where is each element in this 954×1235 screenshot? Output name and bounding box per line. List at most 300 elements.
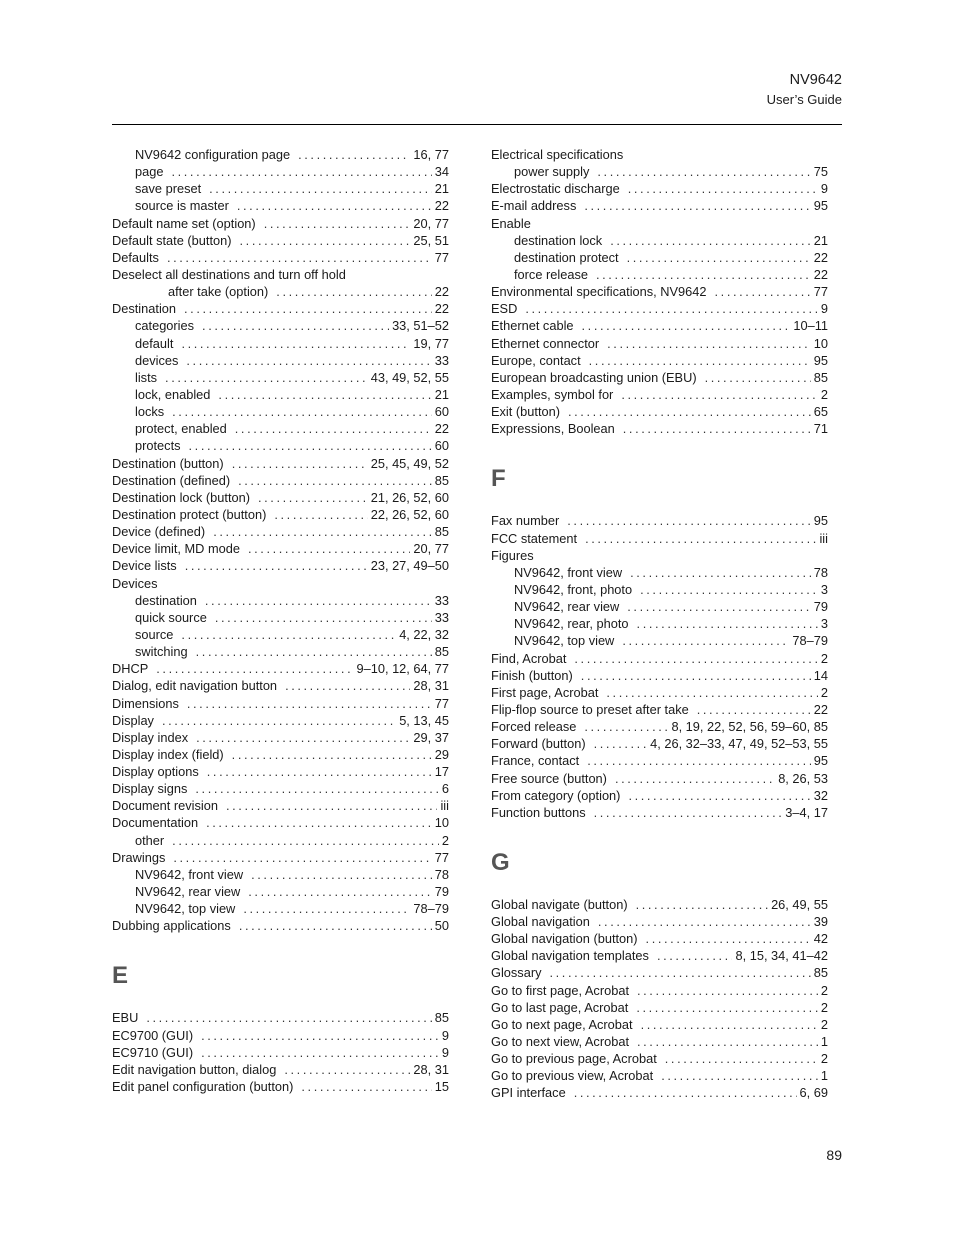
dot-leader	[196, 643, 432, 660]
dot-leader	[207, 763, 432, 780]
index-term: Display index (field)	[112, 746, 224, 762]
dot-leader	[189, 437, 432, 454]
index-entry	[112, 763, 449, 780]
index-subentry	[112, 180, 449, 197]
dot-leader	[239, 917, 432, 934]
index-entry	[112, 575, 449, 592]
dot-leader	[196, 729, 410, 746]
index-term: EC9710 (GUI)	[112, 1044, 194, 1060]
page-references[interactable]: 22	[813, 249, 828, 265]
index-entry	[491, 547, 828, 564]
dot-leader	[665, 1050, 818, 1067]
dot-leader	[630, 564, 811, 581]
dot-leader	[628, 180, 818, 197]
index-entry	[112, 215, 449, 232]
page-references[interactable]: 21, 26, 52, 60	[370, 489, 449, 505]
index-term: Global navigate (button)	[491, 896, 628, 912]
dot-leader	[205, 592, 432, 609]
index-subentry	[112, 437, 449, 454]
dot-leader	[201, 1027, 439, 1044]
page-references[interactable]: 77	[434, 695, 449, 711]
dot-leader	[637, 615, 818, 632]
dot-leader	[301, 1078, 431, 1095]
page-references[interactable]: 85	[434, 472, 449, 488]
page-references[interactable]: 50	[434, 918, 449, 934]
index-term: Electrostatic discharge	[491, 181, 620, 197]
page-references[interactable]: 21	[813, 232, 828, 248]
index-letter-heading: F	[491, 465, 506, 493]
dot-leader	[621, 386, 818, 403]
page-references[interactable]: 15	[434, 1079, 449, 1095]
index-entry	[112, 455, 449, 472]
section-spacer	[491, 437, 828, 454]
section-spacer	[112, 934, 449, 951]
page-references[interactable]: 2	[820, 386, 828, 402]
section-spacer	[491, 879, 828, 896]
index-subentry	[112, 369, 449, 386]
index-term: Electrical specifications	[491, 147, 624, 162]
index-subentry	[112, 420, 449, 437]
dot-leader	[195, 780, 438, 797]
index-term: Destination	[112, 301, 177, 317]
index-entry	[491, 999, 828, 1016]
index-entry	[491, 403, 828, 420]
dot-leader	[185, 557, 368, 574]
dot-leader	[636, 999, 818, 1016]
index-entry	[491, 947, 828, 964]
dot-leader	[238, 472, 432, 489]
index-subentry	[491, 163, 828, 180]
index-entry	[112, 557, 449, 574]
page-references[interactable]: iii	[819, 530, 828, 546]
index-term: Display signs	[112, 781, 188, 797]
page-references[interactable]: 43, 49, 52, 55	[370, 369, 449, 385]
index-term: protect, enabled	[135, 421, 227, 437]
index-term: Europe, contact	[491, 352, 581, 368]
running-header-title: NV9642	[789, 72, 842, 88]
dot-leader	[574, 650, 817, 667]
index-entry	[491, 930, 828, 947]
index-term: Device limit, MD mode	[112, 541, 240, 557]
index-subentry	[112, 900, 449, 917]
dot-leader	[248, 883, 431, 900]
header-rule	[112, 124, 842, 125]
section-spacer	[491, 495, 828, 512]
dot-leader	[715, 283, 811, 300]
dot-leader	[623, 420, 811, 437]
index-term: Examples, symbol for	[491, 386, 614, 402]
index-term: Dialog, edit navigation button	[112, 678, 278, 694]
index-entry	[491, 667, 828, 684]
dot-leader	[550, 964, 811, 981]
index-subentry	[112, 352, 449, 369]
index-entry	[112, 814, 449, 831]
index-term: source	[135, 626, 174, 642]
index-term: save preset	[135, 181, 202, 197]
page-references[interactable]: 65	[813, 404, 828, 420]
page-references[interactable]: 33	[434, 352, 449, 368]
index-subentry	[112, 866, 449, 883]
page-references[interactable]: 95	[813, 753, 828, 769]
index-subentry	[112, 146, 449, 163]
page-references[interactable]: 29, 37	[413, 729, 449, 745]
index-entry	[112, 300, 449, 317]
index-entry	[491, 913, 828, 930]
index-entry	[491, 787, 828, 804]
index-term: destination protect	[514, 249, 619, 265]
page-references[interactable]: 22	[434, 198, 449, 214]
index-entry	[491, 735, 828, 752]
page-references[interactable]: 34	[434, 164, 449, 180]
index-term: Go to next page, Acrobat	[491, 1016, 633, 1032]
index-term: NV9642, front view	[514, 564, 623, 580]
page-references[interactable]: 78	[434, 866, 449, 882]
index-term: categories	[135, 318, 195, 334]
index-entry	[491, 197, 828, 214]
page-references[interactable]: 33	[434, 592, 449, 608]
page-references[interactable]: 6, 69	[799, 1085, 828, 1101]
index-term: Go to previous view, Acrobat	[491, 1068, 654, 1084]
index-term: NV9642, rear view	[514, 599, 620, 615]
index-term: France, contact	[491, 753, 580, 769]
page-references[interactable]: 22	[813, 266, 828, 282]
index-entry	[491, 335, 828, 352]
page-references[interactable]: 25, 45, 49, 52	[370, 455, 449, 471]
index-term: Edit navigation button, dialog	[112, 1061, 277, 1077]
page-references[interactable]: 10	[813, 335, 828, 351]
dot-leader	[162, 712, 396, 729]
dot-leader	[202, 317, 389, 334]
page-references[interactable]: 85	[434, 1010, 449, 1026]
section-spacer	[491, 821, 828, 838]
dot-leader	[582, 317, 791, 334]
index-entry	[491, 512, 828, 529]
page-references[interactable]: 9	[441, 1027, 449, 1043]
dot-leader	[274, 506, 367, 523]
page-references[interactable]: 26, 49, 55	[771, 896, 828, 912]
index-entry	[112, 266, 449, 283]
dot-leader	[594, 735, 648, 752]
index-entry	[112, 917, 449, 934]
dot-leader	[285, 677, 410, 694]
page-references[interactable]: 28, 31	[413, 678, 449, 694]
page-references[interactable]: 85	[434, 644, 449, 660]
index-term: force release	[514, 266, 588, 282]
dot-leader	[627, 598, 810, 615]
index-term: EBU	[112, 1010, 139, 1026]
index-entry	[491, 215, 828, 232]
index-entry	[112, 249, 449, 266]
dot-leader	[235, 420, 432, 437]
index-subentry	[112, 832, 449, 849]
index-term: Ethernet cable	[491, 318, 574, 334]
page-references[interactable]: 19, 77	[413, 335, 449, 351]
index-term: NV9642, top view	[135, 901, 236, 917]
index-entry	[112, 712, 449, 729]
index-entry	[491, 718, 828, 735]
index-subentry	[112, 592, 449, 609]
page-references[interactable]: 21	[434, 386, 449, 402]
dot-leader	[218, 386, 431, 403]
page-references[interactable]: 95	[813, 513, 828, 529]
page-references[interactable]: 32	[813, 787, 828, 803]
index-entry	[491, 804, 828, 821]
page-references[interactable]: 3	[820, 616, 828, 632]
dot-leader	[587, 752, 811, 769]
index-subentry	[112, 283, 449, 300]
index-subentry	[491, 232, 828, 249]
index-entry	[491, 770, 828, 787]
index-term: From category (option)	[491, 787, 621, 803]
dot-leader	[172, 403, 432, 420]
section-spacer	[112, 992, 449, 1009]
page-references[interactable]: 33	[434, 609, 449, 625]
index-term: Fax number	[491, 513, 560, 529]
index-term: source is master	[135, 198, 229, 214]
page-references[interactable]: 14	[813, 667, 828, 683]
page-references[interactable]: 10–11	[793, 318, 828, 334]
index-term: destination	[135, 592, 197, 608]
page-references[interactable]: 5, 13, 45	[399, 712, 449, 728]
index-subentry	[112, 403, 449, 420]
page-references[interactable]: 29	[434, 746, 449, 762]
page-references[interactable]: 22, 26, 52, 60	[370, 506, 449, 522]
page-references[interactable]: 95	[813, 352, 828, 368]
index-term: Exit (button)	[491, 404, 560, 420]
index-term: page	[135, 164, 164, 180]
page-references[interactable]: 22	[813, 701, 828, 717]
page-references[interactable]: iii	[440, 798, 449, 814]
dot-leader	[598, 913, 811, 930]
index-subentry	[112, 335, 449, 352]
index-term: Display options	[112, 764, 199, 780]
index-entry	[491, 684, 828, 701]
dot-leader	[276, 283, 431, 300]
page-references[interactable]: 33, 51–52	[392, 318, 449, 334]
page-references[interactable]: 8, 15, 34, 41–42	[735, 948, 828, 964]
index-term: locks	[135, 404, 165, 420]
index-term: Glossary	[491, 965, 542, 981]
index-subentry	[112, 609, 449, 626]
index-entry	[112, 660, 449, 677]
dot-leader	[226, 797, 437, 814]
page-references[interactable]: 77	[813, 284, 828, 300]
page-references[interactable]: 2	[820, 1051, 828, 1067]
dot-leader	[146, 1009, 431, 1026]
index-term: default	[135, 335, 174, 351]
page-references[interactable]: 21	[434, 181, 449, 197]
page-references[interactable]: 10	[434, 815, 449, 831]
page-references[interactable]: 1	[820, 1034, 828, 1050]
page-references[interactable]: 4, 22, 32	[399, 626, 449, 642]
index-term: devices	[135, 352, 179, 368]
page-references[interactable]: 78	[813, 564, 828, 580]
page-references[interactable]: 16, 77	[413, 147, 449, 162]
index-term: FCC statement	[491, 530, 578, 546]
page-references[interactable]: 60	[434, 438, 449, 454]
page-references[interactable]: 22	[434, 284, 449, 300]
page-references[interactable]: 4, 26, 32–33, 47, 49, 52–53, 55	[650, 736, 828, 752]
page-references[interactable]: 8, 19, 22, 52, 56, 59–60, 85	[671, 719, 828, 735]
index-subentry	[112, 643, 449, 660]
index-term: Go to first page, Acrobat	[491, 982, 629, 998]
dot-leader	[525, 300, 818, 317]
index-entry	[491, 530, 828, 547]
page-references[interactable]: 77	[434, 849, 449, 865]
page-references[interactable]: 71	[813, 421, 828, 437]
index-entry	[491, 317, 828, 334]
index-letter-heading: G	[491, 848, 510, 876]
page-references[interactable]: 9–10, 12, 64, 77	[356, 661, 449, 677]
page-references[interactable]: 3–4, 17	[785, 804, 828, 820]
page-references[interactable]: 42	[813, 931, 828, 947]
index-subentry	[112, 626, 449, 643]
index-entry	[112, 472, 449, 489]
index-entry	[112, 677, 449, 694]
index-term: after take (option)	[168, 284, 269, 300]
dot-leader	[240, 232, 411, 249]
dot-leader	[596, 266, 811, 283]
index-subentry	[491, 615, 828, 632]
index-entry	[491, 1033, 828, 1050]
index-entry	[491, 1067, 828, 1084]
page-references[interactable]: 22	[434, 421, 449, 437]
index-entry	[491, 146, 828, 163]
page-references[interactable]: 78–79	[413, 901, 449, 917]
index-entry	[112, 695, 449, 712]
index-entry	[112, 523, 449, 540]
page-references[interactable]: 95	[813, 198, 828, 214]
page-references[interactable]: 9	[820, 181, 828, 197]
index-entry	[491, 1084, 828, 1101]
dot-leader	[232, 746, 432, 763]
index-entry	[491, 369, 828, 386]
index-term: Destination (button)	[112, 455, 224, 471]
page-references[interactable]: 22	[434, 301, 449, 317]
page-number: 89	[826, 1147, 842, 1163]
index-term: Document revision	[112, 798, 218, 814]
index-term: Device (defined)	[112, 524, 206, 540]
dot-leader	[201, 1044, 439, 1061]
page-references[interactable]: 79	[813, 599, 828, 615]
index-term: protects	[135, 438, 181, 454]
page-references[interactable]: 79	[434, 884, 449, 900]
dot-leader	[187, 695, 432, 712]
page-references[interactable]: 9	[820, 301, 828, 317]
dot-leader	[584, 718, 668, 735]
index-term: Drawings	[112, 849, 166, 865]
dot-leader	[206, 814, 432, 831]
index-term: Environmental specifications, NV9642	[491, 284, 707, 300]
page-references[interactable]: 20, 77	[413, 215, 449, 231]
dot-leader	[172, 832, 439, 849]
page-references[interactable]: 28, 31	[413, 1061, 449, 1077]
page-references[interactable]: 25, 51	[413, 232, 449, 248]
index-term: Find, Acrobat	[491, 650, 567, 666]
index-subentry	[491, 564, 828, 581]
index-column-left	[112, 146, 449, 1095]
page-references[interactable]: 1	[820, 1068, 828, 1084]
index-term: Devices	[112, 575, 158, 591]
page-references[interactable]: 85	[434, 524, 449, 540]
dot-leader	[186, 352, 431, 369]
index-term: Deselect all destinations and turn off hold	[112, 266, 346, 282]
index-entry	[112, 797, 449, 814]
index-entry	[112, 232, 449, 249]
dot-leader	[627, 249, 811, 266]
page-references[interactable]: 78–79	[792, 633, 828, 649]
page-references[interactable]: 3	[820, 581, 828, 597]
index-term: Defaults	[112, 249, 159, 265]
dot-leader	[606, 684, 817, 701]
dot-leader	[181, 626, 396, 643]
page-references[interactable]: 85	[813, 965, 828, 981]
index-term: other	[135, 832, 165, 848]
index-term: Enable	[491, 215, 531, 231]
index-subentry	[491, 598, 828, 615]
index-letter-heading: E	[112, 962, 129, 990]
page-references[interactable]: 2	[441, 832, 449, 848]
page-references[interactable]: 60	[434, 404, 449, 420]
page-references[interactable]: 2	[820, 982, 828, 998]
index-subentry	[112, 197, 449, 214]
index-term: Forward (button)	[491, 736, 586, 752]
page-references[interactable]: 75	[813, 164, 828, 180]
dot-leader	[705, 369, 811, 386]
page-references[interactable]: 2	[820, 684, 828, 700]
page-references[interactable]: 2	[820, 1016, 828, 1032]
page-references[interactable]: 6	[441, 781, 449, 797]
page-references[interactable]: 39	[813, 914, 828, 930]
index-term: NV9642, front view	[135, 866, 244, 882]
page-references[interactable]: 23, 27, 49–50	[370, 558, 449, 574]
index-term: Documentation	[112, 815, 199, 831]
index-entry	[491, 896, 828, 913]
page-references[interactable]: 8, 26, 53	[778, 770, 828, 786]
page-references[interactable]: 2	[820, 999, 828, 1015]
index-term: Figures	[491, 547, 534, 563]
index-entry	[112, 849, 449, 866]
index-entry	[491, 420, 828, 437]
page-references[interactable]: 2	[820, 650, 828, 666]
running-header-subtitle: User’s Guide	[766, 92, 842, 107]
index-term: Device lists	[112, 558, 177, 574]
index-term: NV9642, rear, photo	[514, 616, 629, 632]
index-entry	[112, 1061, 449, 1078]
index-term: destination lock	[514, 232, 603, 248]
page-references[interactable]: 17	[434, 764, 449, 780]
page-references[interactable]: 85	[813, 369, 828, 385]
index-term: Edit panel configuration (button)	[112, 1079, 294, 1095]
index-subentry	[491, 266, 828, 283]
dot-leader	[284, 1061, 410, 1078]
index-term: ESD	[491, 301, 518, 317]
index-term: lists	[135, 369, 158, 385]
dot-leader	[574, 1084, 797, 1101]
index-entry	[491, 964, 828, 981]
page-references[interactable]: 77	[434, 249, 449, 265]
index-entry	[491, 180, 828, 197]
index-term: Free source (button)	[491, 770, 607, 786]
dot-leader	[640, 581, 818, 598]
page-references[interactable]: 20, 77	[413, 541, 449, 557]
dot-leader	[636, 896, 768, 913]
page-references[interactable]: 9	[441, 1044, 449, 1060]
index-column-right	[491, 146, 828, 1102]
index-term: Global navigation templates	[491, 948, 649, 964]
index-entry	[491, 352, 828, 369]
index-term: First page, Acrobat	[491, 684, 599, 700]
